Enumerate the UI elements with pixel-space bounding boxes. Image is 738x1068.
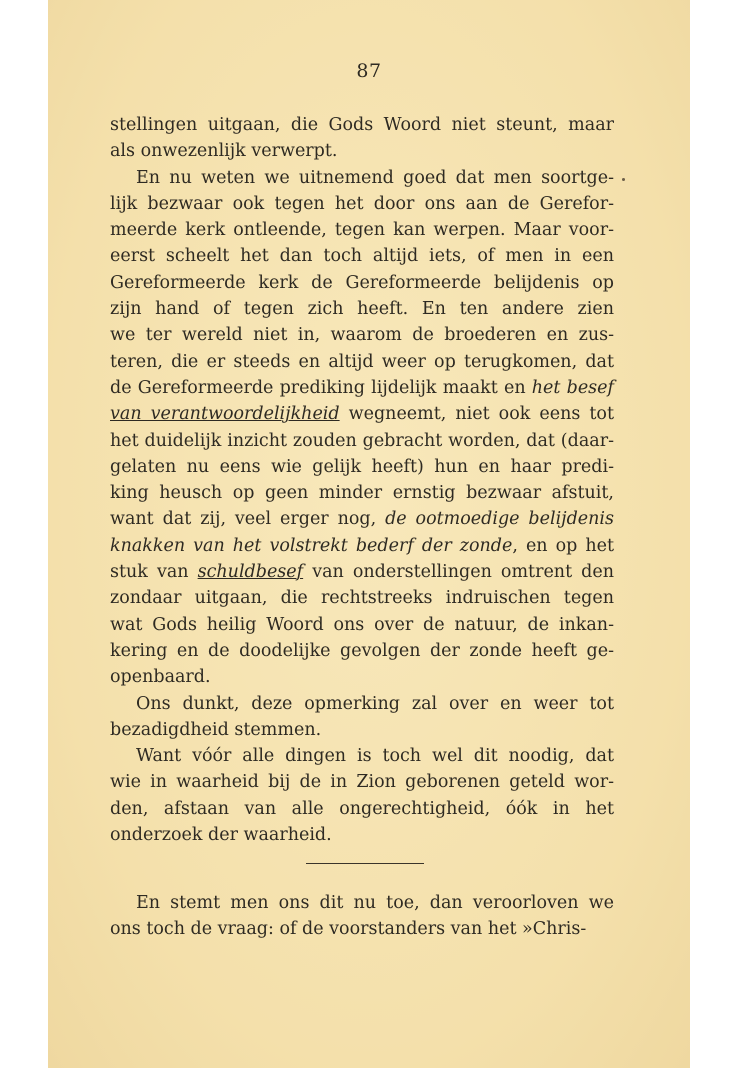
text-line [110, 559, 614, 585]
text-line [110, 916, 614, 942]
text-line [110, 480, 614, 506]
text-line [110, 638, 614, 664]
text-line [110, 743, 614, 769]
emphasis-text: de ootmoedige belijdenis [385, 509, 614, 530]
text-line [110, 454, 614, 480]
text-run: Want vóór alle dingen is toch wel dit noodig, dat [136, 746, 614, 767]
emphasis-text: knakken van het volstrekt bederf der zonde [110, 535, 513, 556]
paper-speck [622, 178, 625, 181]
text-run: onderzoek der waarheid. [110, 825, 332, 846]
text-line [110, 191, 614, 217]
text-line [110, 664, 614, 690]
text-line [110, 822, 614, 848]
text-run: wie in waarheid bij de in Zion geborenen geteld wor- [110, 772, 614, 793]
text-line [110, 428, 614, 454]
text-line [110, 769, 614, 795]
page-number: 87 [356, 60, 382, 82]
text-run: de Gereformeerde prediking lijdelijk maakt en [110, 377, 532, 398]
text-line [110, 612, 614, 638]
text-run: bezadigdheid stemmen. [110, 719, 322, 740]
emphasis-text: schuldbesef [197, 562, 304, 583]
text-line [110, 270, 614, 296]
text-line [110, 506, 614, 532]
text-run: meerde kerk ontleende, tegen kan werpen. Maar voor- [110, 220, 614, 241]
text-run: den, afstaan van alle ongerechtigheid, óók in het [110, 798, 614, 819]
paragraph [110, 691, 614, 744]
text-line [110, 796, 614, 822]
text-run: king heusch op geen minder ernstig bezwaar afstuit, [110, 483, 614, 504]
emphasis-text: van verantwoordelijkheid [110, 404, 340, 425]
text-run: openbaard. [110, 667, 211, 688]
text-run: eerst scheelt het dan toch altijd iets, of men in een [110, 246, 614, 267]
text-run: gelaten nu eens wie gelijk heeft) hun en haar predi- [110, 456, 614, 477]
book-page [48, 0, 690, 1068]
text-line [110, 217, 614, 243]
paragraph [110, 112, 614, 165]
text-run: En nu weten we uitnemend goed dat men soortge- [136, 167, 614, 188]
text-line [110, 112, 614, 138]
paragraph [110, 890, 614, 943]
text-line [110, 401, 614, 427]
text-run: kering en de doodelijke gevolgen der zonde heeft ge- [110, 640, 614, 661]
text-run: En stemt men ons dit nu toe, dan veroorloven we [136, 893, 614, 913]
closing-paragraph [110, 890, 614, 943]
text-line [110, 890, 614, 916]
text-run: stellingen uitgaan, die Gods Woord niet steunt, maar [110, 115, 614, 135]
text-run: het duidelijk inzicht zouden gebracht worden, dat (daar- [110, 430, 614, 451]
paragraph [110, 165, 614, 691]
text-run: wat Gods heilig Woord ons over de natuur, de inkan- [110, 614, 614, 635]
text-line [110, 585, 614, 611]
text-line [110, 138, 614, 164]
text-run: teren, die er steeds en altijd weer op terugkomen, dat [110, 351, 614, 372]
text-run: zijn hand of tegen zich heeft. En ten andere zien [110, 299, 614, 320]
text-line [110, 717, 614, 743]
paragraph [110, 743, 614, 848]
text-run: , en op het [512, 535, 614, 556]
text-run: zondaar uitgaan, die rechtstreeks indruischen tegen [110, 588, 614, 609]
text-line [110, 296, 614, 322]
text-run: als onwezenlijk verwerpt. [110, 141, 338, 162]
text-run: Gereformeerde kerk de Gereformeerde belijdenis op [110, 272, 614, 293]
text-line [110, 691, 614, 717]
text-line [110, 322, 614, 348]
text-run: stuk van [110, 562, 198, 583]
text-run: ons toch de vraag: of de voorstanders van het »Chris- [110, 919, 587, 940]
text-run: wegneemt, niet ook eens tot [339, 404, 615, 425]
text-line [110, 349, 614, 375]
emphasis-text: het besef [531, 377, 614, 398]
section-divider [306, 863, 424, 864]
text-line [110, 533, 614, 559]
text-line [110, 243, 614, 269]
text-run: lijk bezwaar ook tegen het door ons aan de Gerefor- [110, 193, 614, 214]
body-text [110, 112, 614, 848]
text-run: Ons dunkt, deze opmerking zal over en weer tot [136, 693, 614, 714]
text-run: want dat zij, veel erger nog, [110, 509, 386, 530]
text-run: we ter wereld niet in, waarom de broederen en zus- [110, 325, 614, 346]
text-line [110, 375, 614, 401]
text-line [110, 165, 614, 191]
text-run: van onderstellingen omtrent den [303, 562, 614, 583]
